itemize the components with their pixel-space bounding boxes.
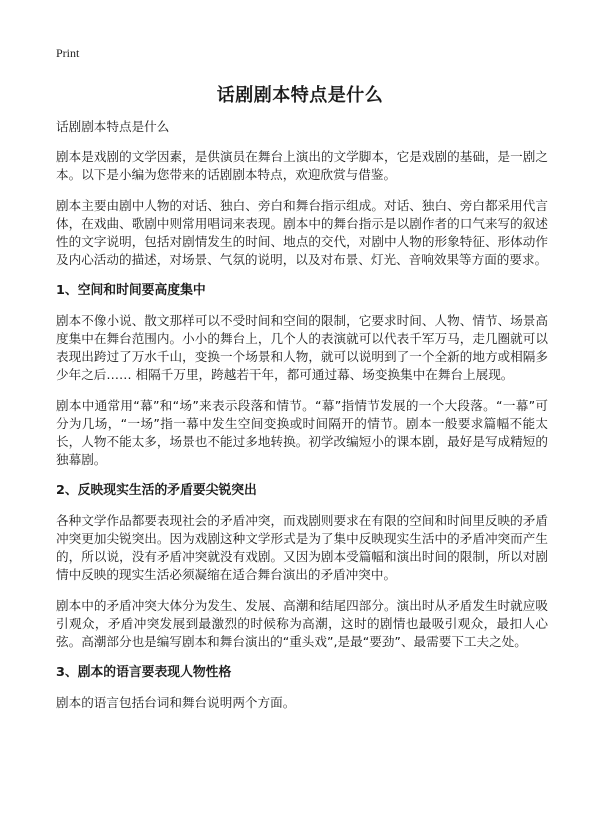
section-heading-1: 1、空间和时间要高度集中	[56, 283, 206, 298]
page-title: 话剧剧本特点是什么	[216, 85, 384, 106]
print-label: Print	[56, 46, 80, 60]
intro-paragraph-1: 剧本是戏剧的文学因素，是供演员在舞台上演出的文学脚本，它是戏剧的基础，是一剧之本。以下是小编为您带来的话剧剧本特点，欢迎欣赏与借鉴。	[56, 149, 548, 182]
document-subtitle: 话剧剧本特点是什么	[56, 119, 170, 134]
document-body	[56, 118, 548, 725]
intro-paragraph-2: 剧本主要由剧中人物的对话、独白、旁白和舞台指示组成。对话、独白、旁白都采用代言体，在戏曲、歌剧中则常用唱词来表现。剧本中的舞台指示是以剧作者的口气来写的叙述性的文字说明，包括对剧情发生的时间、地点的交代，对剧中人物的形象特征、形体动作及内心活动的描述，对场景、气氛的说明，以及对布景、灯光、音响效果等方面的要求。	[56, 198, 548, 267]
section-heading-2: 2、反映现实生活的矛盾要尖锐突出	[56, 483, 257, 498]
section-3-paragraph-1: 剧本的语言包括台词和舞台说明两个方面。	[56, 695, 296, 710]
section-1-paragraph-2: 剧本中通常用“幕”和“场”来表示段落和情节。“幕”指情节发展的一个大段落。“一幕”可分为几场，“一场”指一幕中发生空间变换或时间隔开的情节。剧本一般要求篇幅不能太长，人物不能太多，场景也不能过多地转换。初学改编短小的课本剧，最好是写成精短的独幕剧。	[56, 398, 548, 467]
section-2-paragraph-1: 各种文学作品都要表现社会的矛盾冲突，而戏剧则要求在有限的空间和时间里反映的矛盾冲突更加尖锐突出。因为戏剧这种文学形式是为了集中反映现实生活中的矛盾冲突而产生的，所以说，没有矛盾冲突就没有戏剧。又因为剧本受篇幅和演出时间的限制，所以对剧情中反映的现实生活必须凝缩在适合舞台演出的矛盾冲突中。	[56, 513, 548, 582]
section-2-paragraph-2: 剧本中的矛盾冲突大体分为发生、发展、高潮和结尾四部分。演出时从矛盾发生时就应吸引观众，矛盾冲突发展到最激烈的时候称为高潮，这时的剧情也最吸引观众，最扣人心弦。高潮部分也是编写剧本和舞台演出的“重头戏”,是最“要劲”、最需要下工夫之处。	[56, 598, 548, 649]
section-1-paragraph-1: 剧本不像小说、散文那样可以不受时间和空间的限制，它要求时间、人物、情节、场景高度集中在舞台范围内。小小的舞台上，几个人的表演就可以代表千军万马，走几圈就可以表现出跨过了万水千山，变换一个场景和人物，就可以说明到了一个全新的地方或相隔多少年之后…… 相隔千万里，跨越若干年，都可通过幕、场变换集中在舞台上展现。	[56, 313, 548, 382]
section-heading-3: 3、剧本的语言要表现人物性格	[56, 665, 232, 680]
